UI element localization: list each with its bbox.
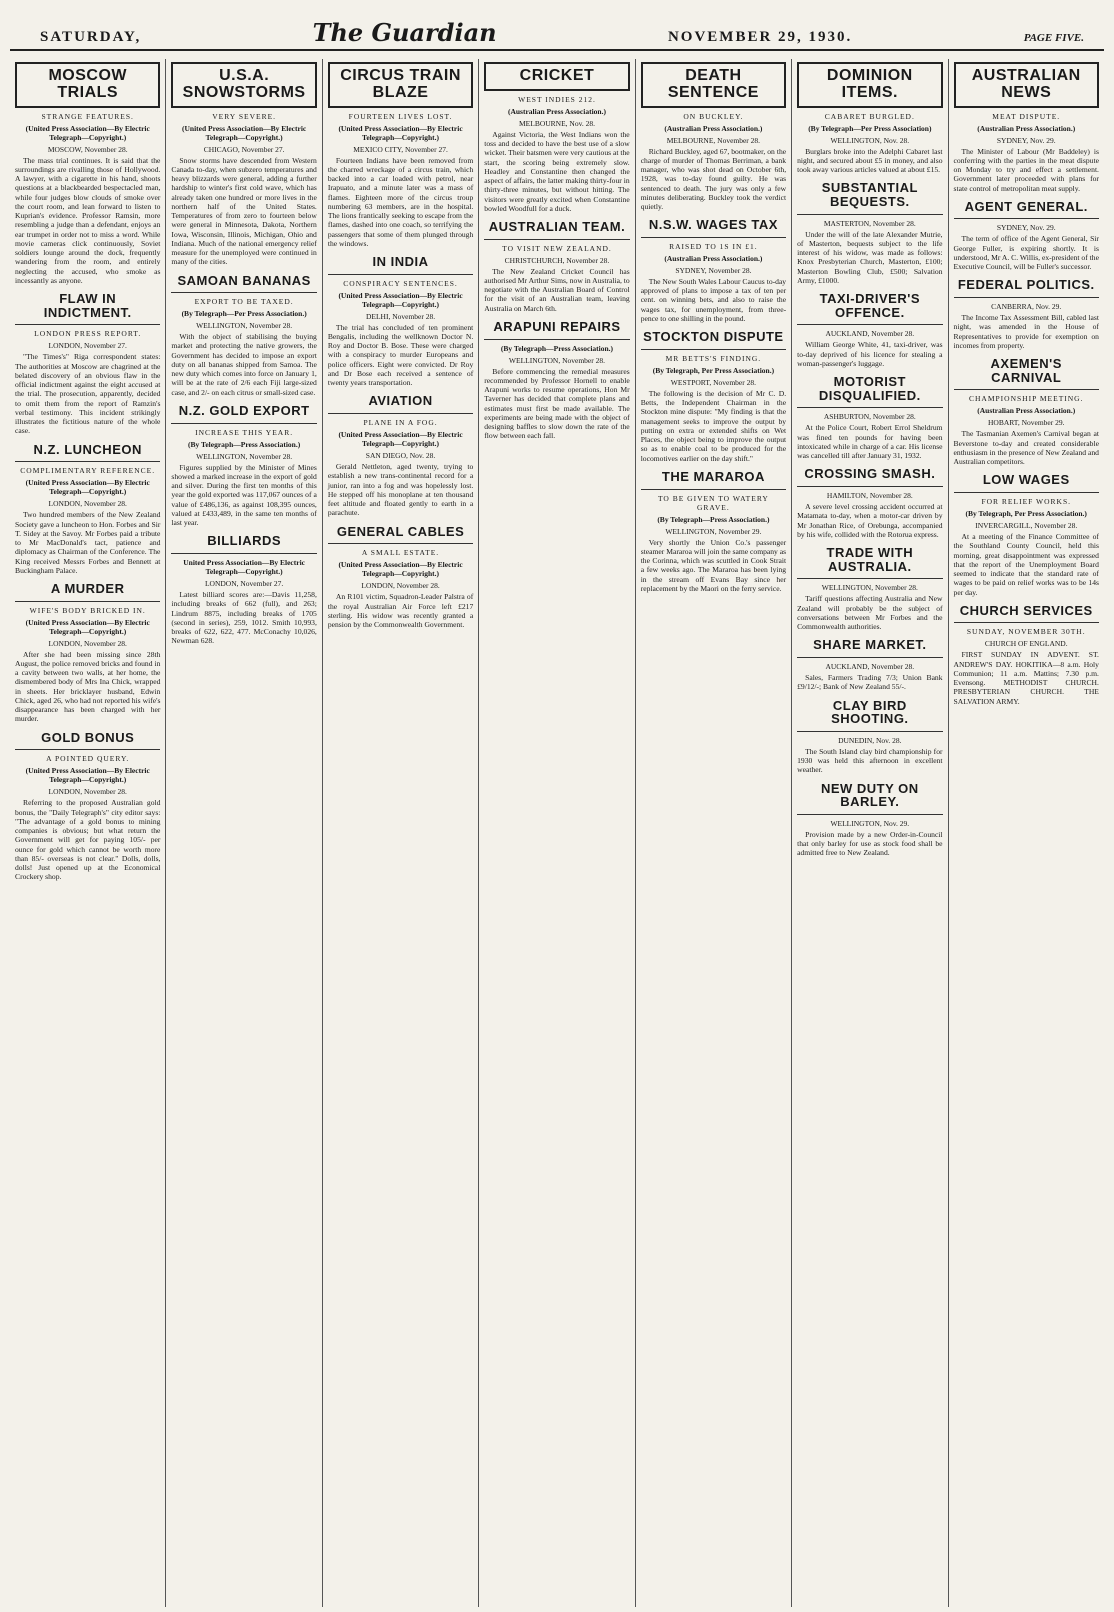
article-body: William George White, 41, taxi-driver, was to-day deprived of his licence for stealing a woman-passenger's luggage. — [797, 340, 943, 368]
article-body: Under the will of the late Alexander Mutrie, of Masterton, bequests subject to the life interest of his widow, was made as follows: Knox Presbyterian Church, Masterton, £100; Masterton Bowling Club, £500; Salvation Army, £1000. — [797, 229, 943, 285]
column-3 — [323, 59, 479, 1607]
article-subheading: VERY SEVERE. — [212, 111, 277, 121]
article-subheading: WIFE'S BODY BRICKED IN. — [29, 605, 146, 615]
article — [641, 466, 786, 593]
article-credit: (United Press Association—By Electric Telegraph—Copyright.) — [182, 123, 307, 142]
article-headline: SUBSTANTIAL BEQUESTS. — [797, 177, 942, 214]
article — [15, 578, 160, 724]
article — [15, 62, 160, 285]
article-credit: (By Telegraph—Per Press Association) — [808, 123, 932, 133]
article-credit: (By Telegraph, Per Press Association.) — [652, 365, 775, 375]
article-headline: DOMINION ITEMS. — [797, 62, 942, 108]
article-headline: N.Z. GOLD EXPORT — [171, 400, 316, 424]
article-subheading: ON BUCKLEY. — [683, 111, 744, 121]
article — [328, 390, 473, 517]
article-body: Provision made by a new Order-in-Council that only barley for use as stock food shall be admitted free to New Zealand. — [797, 829, 943, 858]
article-dateline: SYDNEY, Nov. 29. — [996, 135, 1056, 145]
article-body: Snow storms have descended from Western Canada to-day, when subzero temperatures and heavy blizzards were general, adding a further hardship to winter's first cold wave, which has already taken one hundred or more lives in the northern half of the United States. Temperatures of from zero to fourteen below were general in Minnesota, Dakota, Northern Iowa, Wisconsin, Illinois, Michigan, Ohio and Indiana. Much of the national emergency relief measure for the unemployed were continued in many of the cities. — [171, 155, 317, 267]
article-credit: (Australian Press Association.) — [507, 106, 606, 116]
article-body: Against Victoria, the West Indians won the toss and decided to have the best use of a slow wicket. Their batsmen were very cautious at the start, the scoring being extremely slow. Headley and Constantine then changed the aspect of affairs, the latter making thirty-four in thirty-three minutes, but without hitting. The visitors were greatly excited when Constantine bowled Woodfull for a duck. — [484, 129, 630, 213]
article-dateline: LONDON, November 27. — [204, 579, 284, 589]
article-dateline: WELLINGTON, Nov. 29. — [830, 818, 910, 828]
article-body: Two hundred members of the New Zealand Society gave a luncheon to Hon. Forbes and Sir T. Sidey at the Savoy. Mr Forbes paid a tribute to Mr MacDonald's tact, patience and diplomacy as Chairman of the Conference. The King received Messrs Forbes and Bennett at Buckingham Palace. — [15, 510, 161, 575]
article — [954, 62, 1099, 193]
article-subheading: A POINTED QUERY. — [46, 754, 130, 764]
article-dateline: WELLINGTON, Nov. 28. — [830, 135, 910, 145]
article — [484, 316, 629, 441]
article-headline: DEATH SENTENCE — [641, 62, 786, 108]
column-6 — [792, 59, 948, 1607]
article-credit: (United Press Association—By Electric Telegraph—Copyright.) — [25, 478, 150, 497]
article-dateline: SYDNEY, Nov. 29. — [996, 223, 1056, 233]
article-body: Gerald Nettleton, aged twenty, trying to establish a new trans-continental record for a junior, ran into a fog and was hopelessly lost. He stepped off his monoplane at ten thousand feet altitude and floated gently to earth in a parachute. — [327, 462, 474, 518]
article-body: The Minister of Labour (Mr Baddeley) is conferring with the parties in the meat dispute on Monday to try and effect a settlement. Government later proceeded with plans for state control of metropolitan meat supply. — [953, 146, 1099, 193]
article-headline: U.S.A. SNOWSTORMS — [171, 62, 316, 108]
article-credit: (United Press Association—By Electric Telegraph—Copyright.) — [338, 560, 463, 579]
article — [171, 270, 316, 397]
article — [171, 400, 316, 527]
article-body: A severe level crossing accident occurred at Matamata to-day, when a motor-car driven by Mr Jonathan Rice, of Orebunga, accompanied by his wife, collided with the Rotorua express. — [797, 502, 943, 539]
article — [328, 521, 473, 630]
article-subheading: LONDON PRESS REPORT. — [34, 329, 142, 339]
article-headline: NEW DUTY ON BARLEY. — [797, 778, 942, 815]
article — [797, 778, 942, 858]
article-headline: ARAPUNI REPAIRS — [484, 316, 629, 340]
article — [328, 251, 473, 387]
article-dateline: AUCKLAND, November 28. — [825, 662, 915, 671]
article — [797, 463, 942, 539]
article-body: Sales, Farmers Trading 7/3; Union Bank £9/12/-; Bank of New Zealand 55/-. — [797, 673, 943, 692]
article-subheading: CABARET BURGLED. — [824, 111, 915, 121]
article — [15, 727, 160, 882]
article — [954, 600, 1099, 706]
masthead-day: SATURDAY, — [40, 29, 142, 45]
article-headline: N.Z. LUNCHEON — [15, 439, 160, 463]
column-4 — [479, 59, 635, 1607]
paper-title: The Guardian — [312, 18, 497, 47]
article-subheading: FOR RELIEF WORKS. — [981, 497, 1072, 507]
article — [171, 62, 316, 267]
article-headline: CROSSING SMASH. — [797, 463, 942, 487]
article — [484, 62, 629, 213]
article-dateline: LONDON, November 27. — [48, 341, 127, 351]
article-body: At a meeting of the Finance Committee of the Southland County Council, held this morning, great disappointment was expressed that the report of the Unemployment Board seemed to indicate that the standard rate of wages to be paid on relief works was to be 14s per day. — [953, 532, 1099, 597]
column-7 — [949, 59, 1104, 1607]
article-credit: (United Press Association—By Electric Telegraph—Copyright.) — [25, 123, 150, 142]
article-subheading: MR BETTS'S FINDING. — [665, 353, 762, 363]
article-body: At the Police Court, Robert Errol Sheldrum was fined ten pounds for having been intoxicated while in charge of a car. His license was cancelled till after January 31, 1932. — [797, 423, 943, 461]
article-headline: AUSTRALIAN NEWS — [954, 62, 1099, 108]
article-body: Fourteen Indians have been removed from the charred wreckage of a circus train, which backed into a car loaded with petrol, near Irapuato, and a minute later was a mass of flames. Eighteen more of the circus troup numbering 63 members, are in the hospital. The lions frantically seeking to escape from the flames, dashed into one coach, so terrifying the passengers that some of them plunged through the windows. — [327, 155, 474, 248]
article-headline: MOTORIST DISQUALIFIED. — [797, 371, 942, 408]
article — [641, 62, 786, 211]
article-body: With the object of stabilising the buying market and protecting the native growers, the Government has decided to impose an export duty on all bananas shipped from Samoa. The new duty which comes into force on January 1, will be at the rate of 2/6 each Fiji large-sized case, and 2/- on each citrus or small-sized case. — [171, 332, 317, 397]
article-headline: MOSCOW TRIALS — [15, 62, 160, 108]
article-dateline: MELBOURNE, November 28. — [666, 135, 761, 145]
article-dateline: ASHBURTON, November 28. — [823, 412, 916, 422]
article-body: Tariff questions affecting Australia and New Zealand will probably be the subject of conversations between Mr Forbes and the Commonwealth authorities. — [797, 594, 943, 632]
article-body: The trial has concluded of ten prominent Bengalis, including the wellknown Doctor N. Roy and Doctor B. Bose. These were charged with a conspiracy to murder Europeans and police officers. Eight were convicted. Dr Roy and Dr Bose each received a sentence of twenty years transportation. — [327, 322, 474, 388]
article-subheading: MEAT DISPUTE. — [992, 111, 1061, 121]
column-5 — [636, 59, 792, 1607]
article-headline: FEDERAL POLITICS. — [954, 274, 1099, 298]
article-dateline: CHRISTCHURCH, November 28. — [504, 255, 610, 265]
article — [641, 326, 786, 463]
article — [797, 695, 942, 775]
article-headline: GENERAL CABLES — [328, 521, 473, 545]
article-dateline: SYDNEY, November 28. — [675, 265, 752, 275]
masthead — [10, 18, 1104, 51]
article-dateline: WELLINGTON, November 28. — [821, 583, 918, 593]
article-subheading: TO BE GIVEN TO WATERY GRAVE. — [657, 493, 769, 512]
article-subheading: STRANGE FEATURES. — [41, 111, 134, 121]
article-subheading: CHAMPIONSHIP MEETING. — [969, 394, 1084, 404]
article-dateline: LONDON, November 28. — [48, 638, 127, 648]
article-credit: (By Telegraph—Press Association.) — [500, 343, 614, 353]
article — [797, 62, 942, 174]
article-body: Before commencing the remedial measures recommended by Professor Hornell to enable Arapuni works to resume operations, Hon Mr Taverner has decided that complete plans and estimates must first be made available. The experiments are being made with the object of designing baffles to slow down the rate of the flow between each fall. — [484, 366, 630, 441]
article-subheading: SUNDAY, NOVEMBER 30TH. — [966, 627, 1086, 637]
article — [641, 214, 786, 323]
article-body: The South Island clay bird championship for 1930 was held this afternoon in excellent weather. — [797, 746, 943, 775]
article-dateline: MASTERTON, November 28. — [823, 218, 916, 228]
article-headline: AGENT GENERAL. — [954, 196, 1099, 220]
article-body: "The Times's" Riga correspondent states: The authorities at Moscow are chagrined at the belated discovery of an obvious flaw in the official indictment against the eight accused at the trial. The prosecution, apparently, decided to omit them from the report of Ramzin's verbal testimony. This incident strikingly illustrates the fictitious nature of the whole case. — [15, 352, 161, 436]
article-dateline: AUCKLAND, November 28. — [825, 329, 915, 339]
article — [954, 353, 1099, 466]
article-headline: CRICKET — [484, 62, 629, 91]
article-credit: (Australian Press Association.) — [977, 123, 1076, 133]
article-body: Figures supplied by the Minister of Mines showed a marked increase in the export of gold and silver. During the first ten months of this year the gold exported was 117,067 ounces of a value of £486,136, as against 108,395 ounces, valued at £433,489, in the same ten months of last year. — [171, 462, 317, 528]
article-body: An R101 victim, Squadron-Leader Palstra of the royal Australian Air Force left £217 sterling. His widow was recently granted a pension by the Commonwealth Government. — [327, 592, 474, 630]
article-subheading: WEST INDIES 212. — [518, 94, 596, 104]
article-credit: (Australian Press Association.) — [664, 123, 763, 133]
article-headline: TRADE WITH AUSTRALIA. — [797, 542, 942, 579]
article-dateline: MELBOURNE, Nov. 28. — [518, 118, 595, 128]
article-headline: AUSTRALIAN TEAM. — [484, 216, 629, 240]
article-dateline: DUNEDIN, Nov. 28. — [838, 735, 902, 745]
article — [797, 542, 942, 631]
article — [797, 288, 942, 368]
article-dateline: WELLINGTON, November 29. — [665, 526, 762, 536]
article-body: The New South Wales Labour Caucus to-day approved of plans to impose a tax of ten per cent. on winning bets, and also to raise the wages tax, for unemployment, from three-pence to one shilling in the pound. — [640, 276, 787, 323]
article-dateline: CANBERRA, Nov. 29. — [991, 302, 1062, 312]
article-body: The Tasmanian Axemen's Carnival began at Beverstone to-day and created considerable enthusiasm in the presence of New Zealand and Australian competitors. — [953, 429, 1099, 467]
article — [171, 530, 316, 645]
article-headline: LOW WAGES — [954, 469, 1099, 493]
article-dateline: WESTPORT, November 28. — [670, 377, 757, 387]
article-headline: BILLIARDS — [171, 530, 316, 554]
columns — [10, 59, 1104, 1607]
article — [15, 288, 160, 436]
article-subheading: FOURTEEN LIVES LOST. — [348, 111, 453, 121]
article-dateline: LONDON, November 28. — [361, 581, 440, 591]
article — [797, 177, 942, 285]
article-credit: (United Press Association—By Electric Telegraph—Copyright.) — [338, 123, 463, 142]
article-dateline: CHICAGO, November 27. — [203, 144, 285, 154]
article-headline: FLAW IN INDICTMENT. — [15, 288, 160, 325]
article-dateline: LONDON, November 28. — [48, 787, 127, 797]
article-body: The mass trial continues. It is said that the surroundings are rivalling those of Hollywood. A lawyer, with a cigarette in his hand, shoots questions at a blackbearded bespectacled man, while four judges blow clouds of smoke over the court room, and lean forward to listen to Kuprian's evidence. Professor Ramsin, more resembling a judge than a defendant, enjoys an ear trumpet in order not to miss a word. While movie cameras click continuously, Soviet soldiers lounge around the dock, frequently wandering from the room, and entirely neglecting the accused, who smoke as incessantly as anyone. — [15, 155, 161, 285]
article-body: The following is the decision of Mr C. D. Betts, the Independent Chairman in the Stockton mine dispute: "My finding is that the management seeks to improve the output by putting on extra or extended shifts on Wet Places, the object being to improve the output so as to enable coal to be produced for the locomotives earlier on the day shift." — [640, 388, 787, 463]
article-credit: (By Telegraph—Per Press Association.) — [181, 309, 307, 319]
article — [954, 469, 1099, 596]
article-credit: (By Telegraph—Press Association.) — [188, 439, 301, 449]
article-dateline: MOSCOW, November 28. — [47, 144, 128, 154]
article-credit: (United Press Association—By Electric Telegraph—Copyright.) — [25, 766, 150, 785]
article — [797, 634, 942, 691]
column-1 — [10, 59, 166, 1607]
article-headline: N.S.W. WAGES TAX — [641, 214, 786, 238]
article-credit: United Press Association—By Electric Telegraph—Copyright.) — [183, 558, 305, 577]
article-body: The term of office of the Agent General, Sir George Fuller, is expiring shortly. It is understood, Mr A. C. Willis, ex-president of the Executive Council, will be Fuller's successor. — [953, 234, 1099, 272]
article-subheading: EXPORT TO BE TAXED. — [194, 297, 294, 307]
article-credit: (By Telegraph—Press Association.) — [657, 514, 770, 524]
article-dateline: HOBART, November 29. — [988, 418, 1065, 428]
article — [328, 62, 473, 248]
article-dateline: INVERCARGILL, November 28. — [975, 521, 1078, 531]
article — [797, 371, 942, 460]
article-body: Richard Buckley, aged 67, bootmaker, on the charge of murder of Thomas Berriman, a bank manager, who was shot dead on October 6th, 1928, was to-day found guilty. He was sentenced to death. The jury was only a few minutes deliberating. Buckley took the verdict quietly. — [640, 146, 787, 212]
article-headline: GOLD BONUS — [15, 727, 160, 751]
article — [484, 216, 629, 313]
article-credit: (Australian Press Association.) — [664, 253, 763, 263]
article-headline: STOCKTON DISPUTE — [641, 326, 786, 350]
article-dateline: CHURCH OF ENGLAND. — [984, 639, 1068, 649]
article — [954, 274, 1099, 350]
article-credit: (United Press Association—By Electric Telegraph—Copyright.) — [25, 617, 150, 636]
article-body: The Income Tax Assessment Bill, cabled last night, was amended in the House of Representatives to provide for exemption on incomes from property. — [953, 313, 1099, 350]
article-dateline: WELLINGTON, November 28. — [196, 451, 293, 461]
article-credit: (United Press Association—By Electric Telegraph—Copyright.) — [338, 430, 463, 449]
masthead-date: NOVEMBER 29, 1930. — [667, 29, 853, 45]
article-subheading: TO VISIT NEW ZEALAND. — [502, 243, 612, 253]
article-dateline: SAN DIEGO, Nov. 28. — [365, 451, 436, 461]
article-body: Latest billiard scores are:—Davis 11,258, including breaks of 662 (full), and 263; Lindrum 8875, including breaks of 1705 (second in series), 259, 1012. Smith 10,993, breaks of 622, 622, 477. McConachy 10,026, Newman 628. — [171, 590, 317, 646]
article-headline: A MURDER — [15, 578, 160, 602]
article-headline: TAXI-DRIVER'S OFFENCE. — [797, 288, 942, 325]
article-body: After she had been missing since 28th August, the police removed bricks and found in a cavity between two walls, at her home, the dismembered body of Mrs Ina Chick, wrapped in sheets. Her bricklayer husband, Edwin Chick, aged 26, who had not reported his wife's disappearance has been charged with her murder. — [15, 649, 161, 724]
page-number: PAGE FIVE. — [1023, 32, 1084, 44]
article-dateline: WELLINGTON, November 28. — [508, 355, 606, 365]
article-dateline: DELHI, November 28. — [365, 311, 436, 321]
article-dateline: MEXICO CITY, November 27. — [353, 144, 448, 154]
article-body: FIRST SUNDAY IN ADVENT. ST. ANDREW'S DAY. HOKITIKA—8 a.m. Holy Communion; 11 a.m. Mattins; 7.30 p.m. Evensong. METHODIST CHURCH. PRESBYTERIAN CHURCH. THE SALVATION ARMY. — [953, 650, 1099, 706]
article-credit: (United Press Association—By Electric Telegraph—Copyright.) — [338, 290, 463, 309]
article-body: The New Zealand Cricket Council has authorised Mr Arthur Sims, now in Australia, to negotiate with the Australian Board of Control for the visit of an Australian team, leaving Australia on March 6th. — [484, 266, 630, 313]
article — [15, 439, 160, 575]
article-headline: THE MARAROA — [641, 466, 786, 490]
article-headline: CIRCUS TRAIN BLAZE — [328, 62, 473, 108]
article-headline: IN INDIA — [328, 251, 473, 275]
article-credit: (By Telegraph, Per Press Association.) — [965, 509, 1087, 519]
article-headline: SAMOAN BANANAS — [171, 270, 316, 294]
article-subheading: INCREASE THIS YEAR. — [195, 427, 294, 437]
column-2 — [166, 59, 322, 1607]
article-headline: AVIATION — [328, 390, 473, 414]
article — [954, 196, 1099, 272]
article-headline: CLAY BIRD SHOOTING. — [797, 695, 942, 732]
article-subheading: PLANE IN A FOG. — [363, 418, 438, 428]
article-subheading: COMPLIMENTARY REFERENCE. — [20, 466, 156, 476]
article-credit: (Australian Press Association.) — [977, 406, 1076, 416]
article-body: Referring to the proposed Australian gold bonus, the "Daily Telegraph's" city editor says: "The advantage of a gold bonus to mining companies is obvious; but what return the Government will get for paying 105/- per ounce for gold which cannot be worth more than 85/- overseas is not clear." Dolls, dolls, dolls! Just opened up at the Economical Crockery shop. — [15, 798, 161, 882]
article-dateline: LONDON, November 28. — [48, 499, 127, 509]
article-subheading: CONSPIRACY SENTENCES. — [343, 278, 458, 288]
article-body: Very shortly the Union Co.'s passenger steamer Mararoa will join the same company as the Corinna, which was scuttled in Cook Strait a few weeks ago. The Mararoa has been lying in the stream off Evans Bay since her replacement by the Maori on the ferry service. — [640, 537, 787, 593]
article-headline: AXEMEN'S CARNIVAL — [954, 353, 1099, 390]
article-dateline: WELLINGTON, November 28. — [196, 321, 293, 331]
article-subheading: RAISED TO 1S IN £1. — [669, 241, 758, 251]
article-body: Burglars broke into the Adelphi Cabaret last night, and secured about £5 in money, and also took away various articles valued at about £15. — [797, 146, 943, 175]
article-headline: SHARE MARKET. — [797, 634, 942, 658]
article-headline: CHURCH SERVICES — [954, 600, 1099, 624]
article-subheading: A SMALL ESTATE. — [361, 548, 440, 558]
article-dateline: HAMILTON, November 28. — [826, 491, 913, 501]
